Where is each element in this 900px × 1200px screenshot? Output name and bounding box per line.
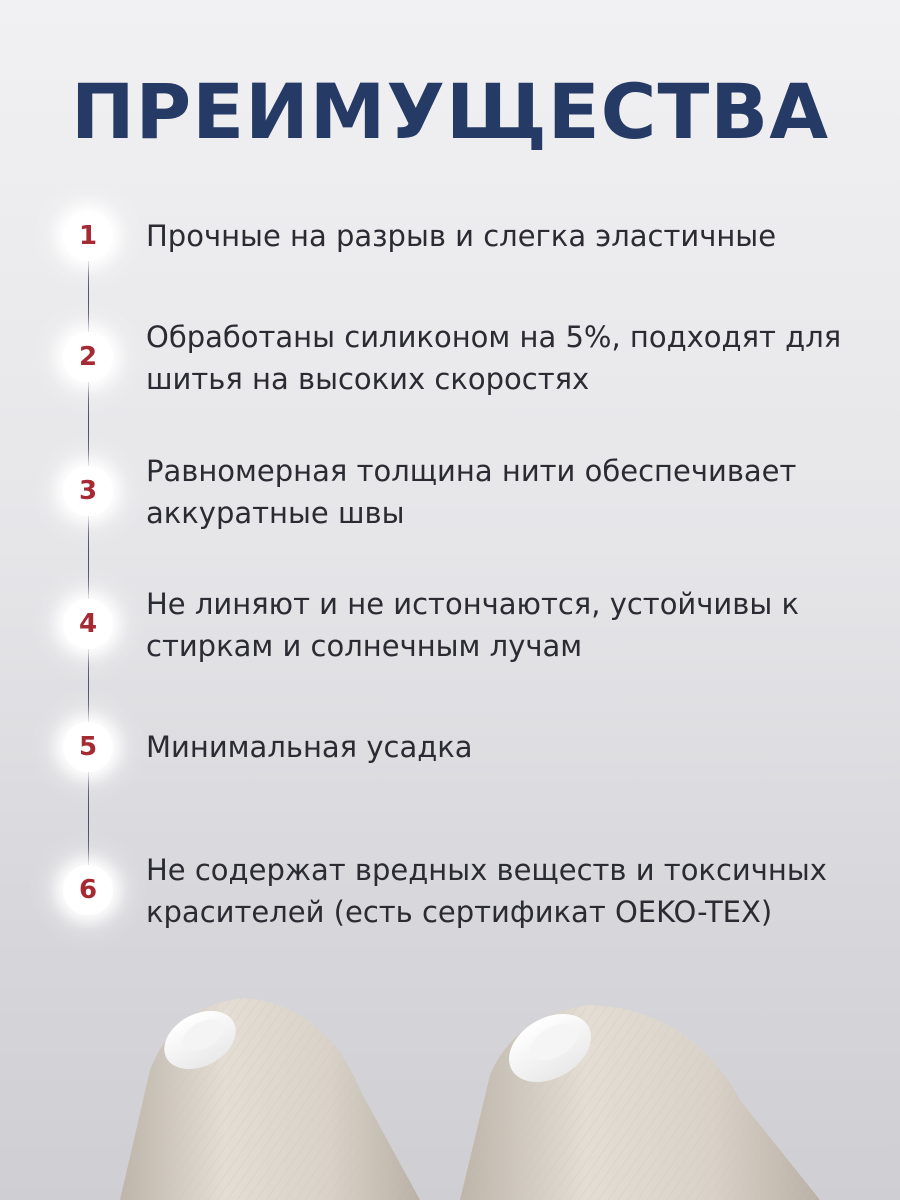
spool-left bbox=[120, 998, 420, 1200]
benefit-text: Обработаны силиконом на 5%, подходят для шитья на высоких скоростях bbox=[146, 320, 842, 396]
page-title: ПРЕИМУЩЕСТВА bbox=[70, 67, 830, 156]
number-badge: 3 bbox=[63, 466, 113, 516]
benefit-text: Прочные на разрыв и слегка эластичные bbox=[146, 219, 777, 253]
thread-spools-image bbox=[0, 980, 900, 1200]
number-badge: 6 bbox=[63, 865, 113, 915]
benefit-text: Не содержат вредных веществ и токсичных красителей (есть сертификат OEKO-TEX) bbox=[146, 853, 827, 929]
benefit-text: Минимальная усадка bbox=[146, 730, 473, 764]
benefit-text: Не линяют и не истончаются, устойчивы к стиркам и солнечным лучам bbox=[146, 587, 799, 663]
number-badge: 2 bbox=[63, 332, 113, 382]
benefit-text: Равномерная толщина нити обеспечивает аккуратные швы bbox=[146, 454, 797, 530]
spool-right bbox=[460, 1000, 820, 1200]
number-badge: 1 bbox=[63, 211, 113, 261]
number-badge: 5 bbox=[63, 722, 113, 772]
number-badge: 4 bbox=[63, 599, 113, 649]
